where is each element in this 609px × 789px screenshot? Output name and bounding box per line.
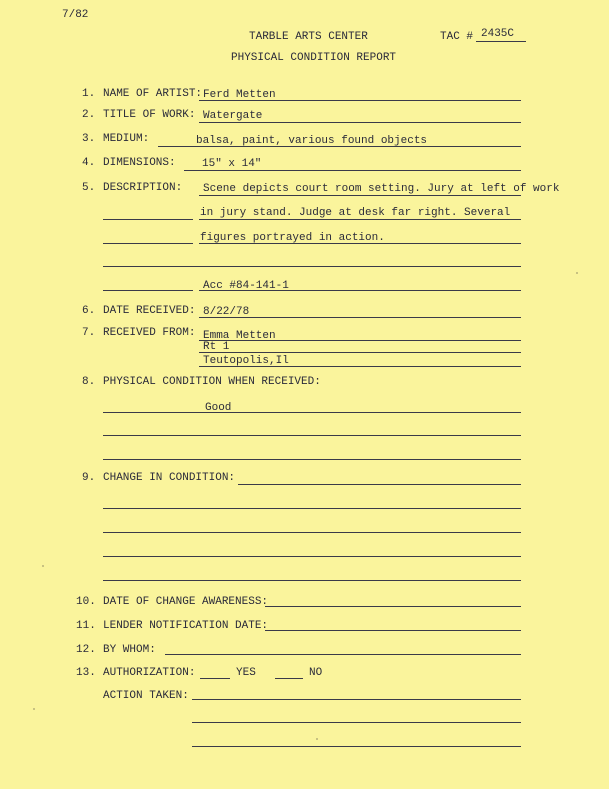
received-from-rule-1 xyxy=(199,340,521,341)
accession-rule-a xyxy=(103,290,193,291)
change-rule-5[interactable] xyxy=(103,580,521,581)
change-rule-4[interactable] xyxy=(103,556,521,557)
dimensions-line xyxy=(184,170,521,171)
received-from-label: RECEIVED FROM: xyxy=(103,327,196,339)
description-label: DESCRIPTION: xyxy=(103,182,183,194)
item-2-number: 2. xyxy=(82,109,96,121)
condition-rule-2 xyxy=(103,435,521,436)
medium-line xyxy=(158,146,521,147)
description-line-1[interactable]: Scene depicts court room setting. Jury at left of work xyxy=(203,183,560,195)
lender-line[interactable] xyxy=(265,630,521,631)
by-whom-line[interactable] xyxy=(165,654,521,655)
authorization-yes-label: YES xyxy=(236,667,256,679)
item-6-number: 6. xyxy=(82,305,96,317)
description-rule-2a xyxy=(103,219,193,220)
accession-number[interactable]: Acc #84-141-1 xyxy=(203,280,289,292)
artist-value[interactable]: Ferd Metten xyxy=(203,89,276,101)
item-4-number: 4. xyxy=(82,157,96,169)
by-whom-label: BY WHOM: xyxy=(103,644,156,656)
artist-line xyxy=(199,100,521,101)
received-from-line-2[interactable]: Rt 1 xyxy=(203,341,230,353)
date-received-label: DATE RECEIVED: xyxy=(103,305,196,317)
lender-label: LENDER NOTIFICATION DATE: xyxy=(103,620,269,632)
description-rule-3a xyxy=(103,243,193,244)
date-received-value[interactable]: 8/22/78 xyxy=(203,306,250,318)
item-3-number: 3. xyxy=(82,133,96,145)
received-from-rule-2 xyxy=(199,352,521,353)
condition-rule-3 xyxy=(103,459,521,460)
change-label: CHANGE IN CONDITION: xyxy=(103,472,236,484)
action-rule-2[interactable] xyxy=(192,722,521,723)
paper-speck xyxy=(316,738,318,740)
action-taken-label: ACTION TAKEN: xyxy=(103,690,189,702)
awareness-label: DATE OF CHANGE AWARENESS: xyxy=(103,596,269,608)
paper-speck xyxy=(33,708,35,710)
medium-label: MEDIUM: xyxy=(103,133,150,145)
medium-value[interactable]: balsa, paint, various found objects xyxy=(196,135,428,147)
form-revision-date: 7/82 xyxy=(62,9,89,21)
tac-label: TAC # xyxy=(440,31,474,43)
received-from-line-3[interactable]: Teutopolis,Il xyxy=(203,355,289,367)
title-line xyxy=(199,122,521,123)
authorization-label: AUTHORIZATION: xyxy=(103,667,196,679)
received-from-rule-3 xyxy=(199,366,521,367)
item-11-number: 11. xyxy=(76,620,96,632)
description-line-2[interactable]: in jury stand. Judge at desk far right. Several xyxy=(200,207,511,219)
received-from-line-1[interactable]: Emma Metten xyxy=(203,330,276,342)
change-rule-3[interactable] xyxy=(103,532,521,533)
action-rule-1[interactable] xyxy=(192,699,521,700)
item-9-number: 9. xyxy=(82,472,96,484)
authorization-no-label: NO xyxy=(309,667,323,679)
item-1-number: 1. xyxy=(82,88,96,100)
tac-number-line xyxy=(476,41,526,42)
report-title: PHYSICAL CONDITION REPORT xyxy=(231,52,397,64)
item-5-number: 5. xyxy=(82,182,96,194)
item-12-number: 12. xyxy=(76,644,96,656)
title-value[interactable]: Watergate xyxy=(203,110,263,122)
description-rule-2 xyxy=(199,219,521,220)
action-rule-3[interactable] xyxy=(192,746,521,747)
item-8-number: 8. xyxy=(82,376,96,388)
condition-value[interactable]: Good xyxy=(205,402,232,414)
accession-rule xyxy=(199,290,521,291)
condition-rule-1 xyxy=(103,412,521,413)
artist-label: NAME OF ARTIST: xyxy=(103,88,203,100)
date-received-line xyxy=(199,317,521,318)
item-13-number: 13. xyxy=(76,667,96,679)
description-rule-4 xyxy=(103,266,521,267)
tac-number[interactable]: 2435C xyxy=(481,28,515,40)
condition-label: PHYSICAL CONDITION WHEN RECEIVED: xyxy=(103,376,321,388)
authorization-yes-line[interactable] xyxy=(200,678,230,679)
paper-speck xyxy=(576,272,578,274)
item-7-number: 7. xyxy=(82,327,96,339)
dimensions-label: DIMENSIONS: xyxy=(103,157,176,169)
authorization-no-line[interactable] xyxy=(275,678,303,679)
awareness-line[interactable] xyxy=(265,606,521,607)
paper-speck xyxy=(42,565,44,567)
organization-name: TARBLE ARTS CENTER xyxy=(249,31,368,43)
change-rule-1[interactable] xyxy=(238,484,521,485)
change-rule-2[interactable] xyxy=(103,508,521,509)
description-line-3[interactable]: figures portrayed in action. xyxy=(200,232,385,244)
dimensions-value[interactable]: 15" x 14" xyxy=(202,158,262,170)
item-10-number: 10. xyxy=(76,596,96,608)
title-label: TITLE OF WORK: xyxy=(103,109,196,121)
description-rule-3 xyxy=(199,243,521,244)
description-rule-1 xyxy=(199,195,521,196)
